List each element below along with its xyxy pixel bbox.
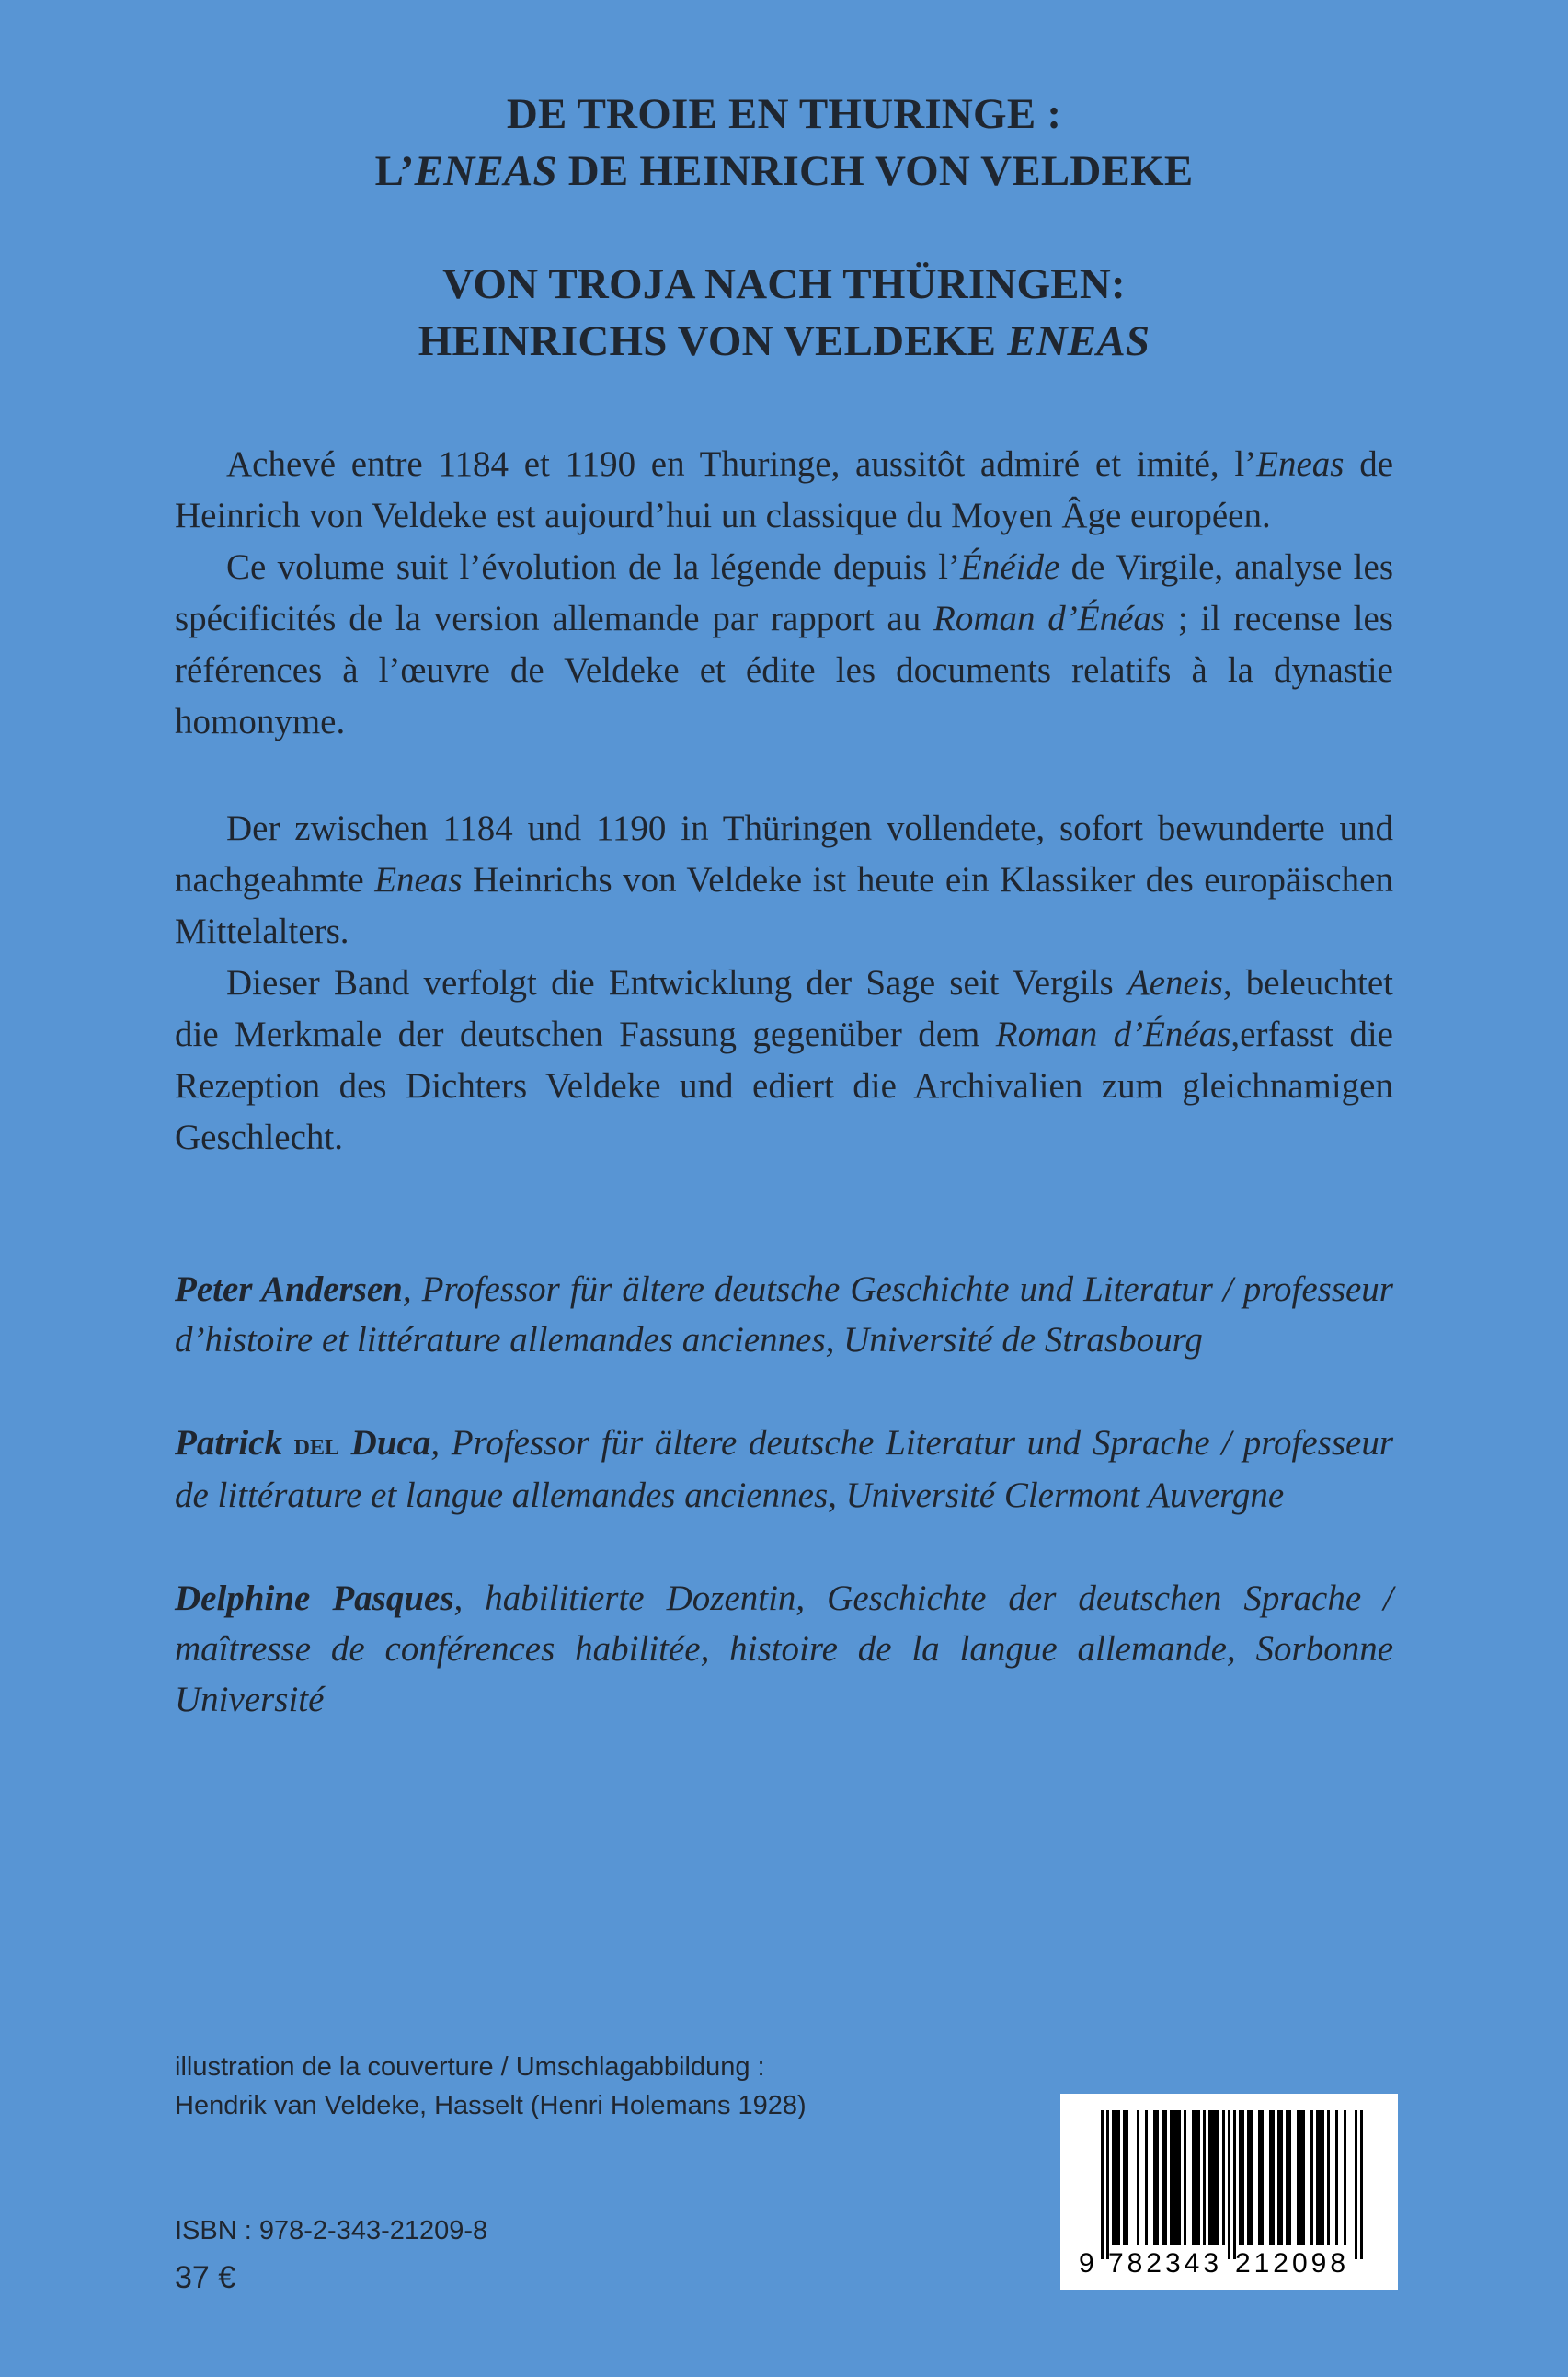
barcode-bar: [1126, 2110, 1128, 2245]
author-bio-pasques: Delphine Pasques, habilitierte Dozentin, Geschichte der deutschen Sprache / maîtresse de conférences habilitée, histoire de la langue allemande, Sorbonne Université: [175, 1579, 1394, 1719]
barcode-bar: [1316, 2110, 1319, 2245]
barcode-bar: [1117, 2110, 1120, 2245]
barcode-bar: [1115, 2110, 1117, 2245]
isbn-text: ISBN : 978-2-343-21209-8: [175, 2216, 488, 2245]
french-paragraph-1: Achevé entre 1184 et 1190 en Thuringe, aussitôt admiré et imité, l’Eneas de Heinrich von Veldeke est aujourd’hui un classique du Moyen Âge européen.: [175, 444, 1393, 535]
title-german-line-2: HEINRICHS VON VELDEKE ENEAS: [418, 317, 1150, 365]
barcode-bar: [1261, 2110, 1264, 2245]
barcode-bar: [1192, 2110, 1195, 2245]
barcode-bar: [1239, 2110, 1242, 2245]
price-text: 37 €: [175, 2260, 236, 2295]
barcode-bar: [1322, 2110, 1324, 2245]
barcode-bar: [1164, 2110, 1167, 2245]
barcode-bar: [1137, 2110, 1139, 2245]
barcode-bar: [1197, 2110, 1200, 2245]
barcode-bar: [1217, 2110, 1219, 2245]
barcode: [1060, 2094, 1398, 2290]
author-bio-andersen: Peter Andersen, Professor für ältere deutsche Geschichte und Literatur / professeur d’histoire et littérature allemandes anciennes, Université de Strasbourg: [175, 1269, 1393, 1360]
barcode-bar: [1242, 2110, 1244, 2245]
barcode-bar: [1272, 2110, 1275, 2245]
barcode-bar: [1280, 2110, 1283, 2245]
barcode-bar: [1203, 2110, 1206, 2245]
title-french: [175, 86, 1393, 200]
title-french-line-2: L’ENEAS DE HEINRICH VON VELDEKE: [374, 147, 1194, 195]
barcode-bar: [1302, 2110, 1305, 2245]
barcode-bar: [1101, 2110, 1104, 2259]
barcode-bar: [1208, 2110, 1211, 2245]
barcode-bar: [1335, 2110, 1338, 2245]
french-summary: [175, 439, 1393, 748]
title-german: [175, 256, 1393, 370]
barcode-bar: [1178, 2110, 1181, 2245]
title-french-line-1: DE TROIE EN THURINGE :: [506, 90, 1062, 138]
barcode-digits-left: 782343: [1107, 2248, 1223, 2279]
barcode-bar: [1250, 2110, 1253, 2245]
author-list: [175, 1264, 1393, 1777]
barcode-bar: [1247, 2110, 1250, 2245]
barcode-bar: [1175, 2110, 1178, 2245]
barcode-bar: [1106, 2110, 1109, 2259]
barcode-bar: [1344, 2110, 1346, 2245]
barcode-bar: [1184, 2110, 1186, 2245]
german-paragraph-2: Dieser Band verfolgt die Entwicklung der Sage seit Vergils Aeneis, beleuchtet die Merkmale der deutschen Fassung gegenüber dem Roman d’Énéas,erfasst die Rezeption des Dichters Veldeke und ediert die Archivalien zum gleichnamigen Geschlecht.: [175, 963, 1394, 1157]
barcode-bar: [1123, 2110, 1126, 2245]
barcode-bar: [1222, 2110, 1225, 2245]
credit-line-1: illustration de la couverture / Umschlagabbildung :: [175, 2052, 765, 2082]
german-paragraph-1: Der zwischen 1184 und 1190 in Thüringen vollendete, sofort bewunderte und nachgeahmte Eneas Heinrichs von Veldeke ist heute ein Klassiker des europäischen Mittelalters.: [175, 809, 1393, 951]
cover-illustration-credit: [175, 2048, 807, 2125]
barcode-bar: [1299, 2110, 1302, 2245]
barcode-bar: [1112, 2110, 1115, 2245]
barcode-bar: [1258, 2110, 1261, 2245]
barcode-bar: [1286, 2110, 1288, 2245]
french-paragraph-2: Ce volume suit l’évolution de la légende depuis l’Énéide de Virgile, analyse les spécificités de la version allemande par rapport au Roman d’Énéas ; il recense les références à l’œuvre de Veldeke et édite les documents relatifs à la dynastie homonyme.: [175, 547, 1393, 741]
author-bio-del-duca: Patrick del Duca, Professor für ältere deutsche Literatur und Sprache / professeur de littérature et langue allemandes anciennes, Université Clermont Auvergne: [175, 1423, 1394, 1515]
german-summary: [175, 803, 1393, 1164]
barcode-bar: [1228, 2110, 1230, 2259]
barcode-bar: [1319, 2110, 1322, 2245]
barcode-bar: [1288, 2110, 1291, 2245]
barcode-bar: [1310, 2110, 1313, 2245]
barcode-bar: [1153, 2110, 1156, 2245]
barcode-bar: [1145, 2110, 1148, 2245]
credit-line-2: Hendrik van Veldeke, Hasselt (Henri Holemans 1928): [175, 2091, 807, 2120]
barcode-bar: [1297, 2110, 1299, 2245]
barcode-digits-right: 212098: [1234, 2248, 1350, 2279]
barcode-bar: [1195, 2110, 1197, 2245]
barcode-bar: [1355, 2110, 1357, 2259]
title-german-line-1: VON TROJA NACH THÜRINGEN:: [442, 260, 1126, 308]
barcode-graphic: [1060, 2094, 1398, 2290]
barcode-bar: [1360, 2110, 1363, 2259]
barcode-bar: [1214, 2110, 1217, 2245]
barcode-digit-first: 9: [1079, 2248, 1094, 2279]
barcode-bar: [1170, 2110, 1173, 2245]
barcode-bar: [1211, 2110, 1214, 2245]
barcode-bar: [1277, 2110, 1280, 2245]
barcode-bar: [1173, 2110, 1175, 2245]
barcode-bar: [1269, 2110, 1272, 2245]
barcode-bars: [1101, 2110, 1363, 2259]
barcode-bar: [1233, 2110, 1236, 2259]
barcode-bar: [1162, 2110, 1164, 2245]
barcode-bar: [1327, 2110, 1330, 2245]
barcode-bar: [1156, 2110, 1159, 2245]
